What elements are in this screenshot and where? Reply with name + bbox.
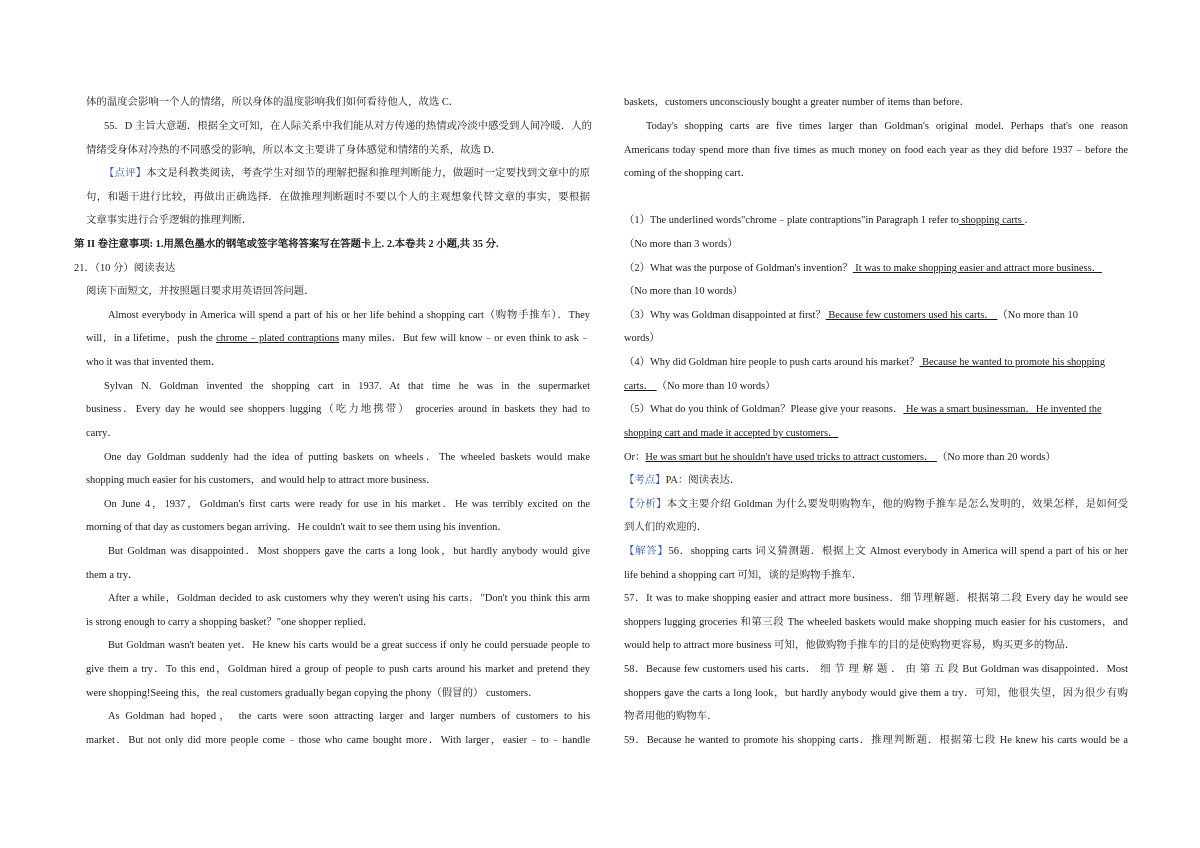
answer-2: It was to make shopping easier and attract more business． [852, 263, 1103, 274]
question-4 [624, 355, 1128, 371]
passage-line: Sylvan N. Goldman invented the shopping cart in 1937. At that time he was in the supermarket [104, 381, 590, 392]
text-line: 文章事实进行合乎逻辑的推理判断． [86, 215, 253, 226]
word-limit: （No more than 10 words） [656, 381, 776, 392]
passage-line: But Goldman wasn't beaten yet．He knew his carts would be a great success if only he could persuade people to [108, 640, 590, 651]
word-limit: words） [624, 333, 660, 344]
passage-line [86, 331, 590, 347]
question-5-cont [624, 426, 1128, 442]
passage-line: is strong enough to carry a shopping basket？"one shopper replied． [86, 617, 374, 628]
question-5 [624, 402, 1128, 418]
underlined-phrase: chrome﹣plated contraptions [216, 333, 339, 344]
analysis-line [624, 497, 1128, 513]
solution-line: would help to attract more business 可知，他做购物手推车的目的是使购物更容易，购买更多的物品． [624, 640, 1076, 651]
answer-3: Because few customers used his carts． [825, 310, 998, 321]
text-span: PA：阅读表达． [665, 475, 741, 486]
text-line: 55．D 主旨大意题．根据全文可知，在人际关系中我们能从对方传递的热情或冷淡中感受到人间冷暖．人的 [104, 121, 593, 132]
answer-5: He was a smart businessman．He invented the [903, 404, 1102, 415]
solution-line: shoppers lugging groceries 和第三段 The wheeled baskets would make shopping much easier for his customers，and [624, 617, 1128, 628]
question-text: （4）Why did Goldman hire people to push carts around his market？ [624, 357, 920, 368]
passage-line: them a try． [86, 570, 139, 581]
question-text: （2）What was the purpose of Goldman's invention？ [624, 263, 853, 274]
solution-line: 58．Because few customers used his carts． 细 节 理 解 题 ． 由 第 五 段 But Goldman was disappointed．Most [624, 664, 1128, 675]
passage-line: coming of the shopping cart． [624, 168, 751, 179]
word-limit: （No more than 10 [997, 310, 1078, 321]
question-5-alt [624, 450, 1128, 466]
question-text: （5）What do you think of Goldman？Please give your reasons． [624, 404, 904, 415]
passage-line: Today's shopping carts are five times larger than Goldman's original model. Perhaps that's one reason [646, 121, 1128, 132]
solution-line: 物者用他的购物车． [624, 711, 718, 722]
word-limit: （No more than 10 words） [624, 286, 743, 297]
word-limit: （No more than 3 words） [624, 239, 738, 250]
text-line: 情绪受身体对冷热的不同感受的影响，所以本文主要讲了身体感觉和情绪的关系，故选 D． [86, 145, 502, 156]
passage-line: carry． [86, 428, 118, 439]
question-heading: 21．（10 分）阅读表达 [74, 263, 176, 274]
question-2 [624, 261, 1128, 277]
text-span: Or： [624, 452, 646, 463]
text-span: 56．shopping carts 词义猜测题．根据上文 Almost everybody in America will spend a part of his or her [668, 546, 1129, 557]
kaodian-line [624, 473, 1128, 489]
kaodian-tag: 【考点】 [624, 475, 666, 486]
analysis-line: 到人们的欢迎的． [624, 522, 708, 533]
answer-5-alt: He was smart but he shouldn't have used tricks to attract customers． [645, 452, 937, 463]
text-span: 本文主要介绍 Goldman 为什么要发明购物车，他的购物手推车是怎么发明的，效果怎样，是如何受 [666, 499, 1128, 510]
solution-line [624, 544, 1128, 560]
solution-line: 59．Because he wanted to promote his shopping carts．推理判断题．根据第七段 He knew his carts would be a [624, 735, 1128, 746]
instruction-line: 阅读下面短文，并按照题目要求用英语回答问题． [86, 286, 315, 297]
solution-tag: 【解答】 [624, 546, 669, 557]
text-line: 体的温度会影响一个人的情绪，所以身体的温度影响我们如何看待他人，故选 C． [86, 97, 460, 108]
question-3 [624, 308, 1128, 324]
passage-line: market．But not only did more people come﹣those who came bought more．With larger，easier﹣to﹣handle [86, 735, 590, 746]
answer-1: shopping carts [958, 215, 1025, 226]
passage-line: morning of that day as customers began arriving．He couldn't wait to see them using his invention． [86, 522, 508, 533]
passage-line: As Goldman had hoped， the carts were soon attracting larger and larger numbers of customers to his [108, 711, 590, 722]
comment-tag: 【点评】 [104, 168, 147, 179]
answer-4: Because he wanted to promote his shopping [919, 357, 1106, 368]
passage-line: shopping much easier for his customers，and would help to attract more business． [86, 475, 437, 486]
passage-line: But Goldman was disappointed．Most shoppers gave the carts a long look，but hardly anybody would give [108, 546, 590, 557]
text-span: ． [1024, 215, 1035, 226]
answer-5-cont: shopping cart and made it accepted by customers． [624, 428, 839, 439]
passage-line: Almost everybody in America will spend a part of his or her life behind a shopping cart（购物手推车）．They [108, 310, 590, 321]
solution-line: life behind a shopping cart 可知，谈的是购物手推车． [624, 570, 863, 581]
passage-line: After a while，Goldman decided to ask customers why they weren't using his carts．"Don't you think this arm [108, 593, 590, 604]
passage-line: give them a try．To this end，Goldman hired a group of people to push carts around his market and pretend they [86, 664, 590, 675]
question-4-cont [624, 379, 1128, 395]
passage-line: On June 4，1937，Goldman's first carts were ready for use in his market．He was terribly excited on the [104, 499, 590, 510]
comment-line [86, 166, 590, 182]
answer-4-cont: carts． [624, 381, 657, 392]
text-span: will，in a lifetime，push the [86, 333, 217, 344]
passage-line: business．Every day he would see shoppers lugging（吃力地携带） groceries around in baskets they had to [86, 404, 590, 415]
solution-line: 57．It was to make shopping easier and attract more business．细节理解题．根据第二段 Every day he would see [624, 593, 1128, 604]
passage-line: who it was that invented them． [86, 357, 222, 368]
passage-line: were shopping!Seeing this，the real customers gradually began copying the phony（假冒的） customers． [86, 688, 539, 699]
analysis-tag: 【分析】 [624, 499, 667, 510]
passage-line: One day Goldman suddenly had the idea of putting baskets on wheels．The wheeled baskets would make [104, 452, 590, 463]
solution-line: shoppers gave the carts a long look，but hardly anybody would give them a try．可知，他很失望，因为很少有购 [624, 688, 1128, 699]
question-1 [624, 213, 1128, 229]
question-text: （3）Why was Goldman disappointed at first？ [624, 310, 826, 321]
passage-line: Americans today spend more than five times as much money on food each year as they did before 1937﹣before the [624, 145, 1128, 156]
text-line: 句，和题干进行比较，再做出正确选择．在做推理判断题时不要以个人的主观想象代替文章的事实，要根据 [86, 192, 590, 203]
word-limit: （No more than 20 words） [936, 452, 1056, 463]
passage-line: baskets，customers unconsciously bought a greater number of items than before． [624, 97, 970, 108]
section-heading: 第 II 卷注意事项: 1.用黑色墨水的钢笔或签字笔将答案写在答题卡上. 2.本卷共 2 小题,共 35 分. [74, 239, 499, 250]
question-text: （1）The underlined words"chrome﹣plate contraptions"in Paragraph 1 refer to [624, 215, 959, 226]
text-span: 本文是科教类阅读，考查学生对细节的理解把握和推理判断能力，做题时一定要找到文章中的原 [146, 168, 591, 179]
text-span: many miles．But few will know﹣or even think to ask﹣ [338, 333, 590, 344]
